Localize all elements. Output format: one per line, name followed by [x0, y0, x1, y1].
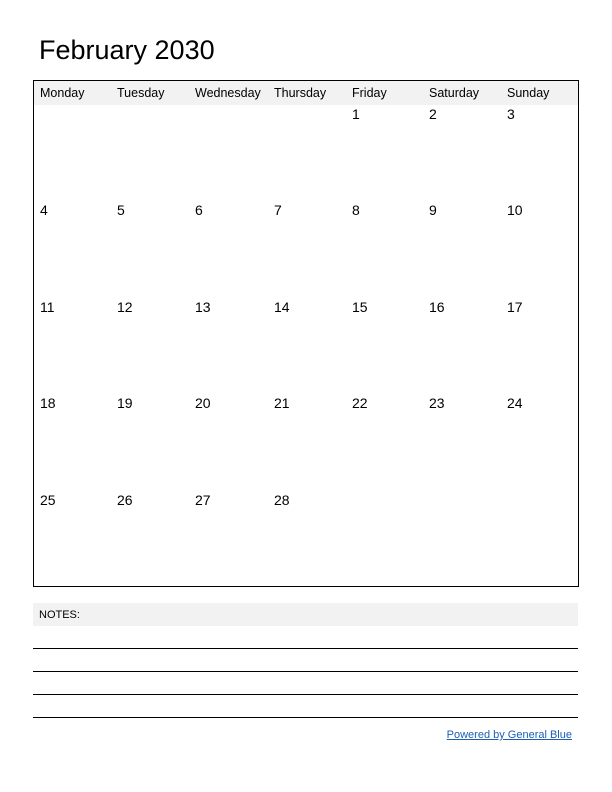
- date-cell: 11: [40, 299, 55, 315]
- date-cell: 18: [40, 395, 56, 411]
- date-cell: 22: [352, 395, 368, 411]
- notes-header: [33, 603, 578, 626]
- date-cell: 6: [195, 202, 203, 218]
- weekday-header-row: [34, 81, 578, 105]
- date-cell: 28: [274, 492, 290, 508]
- powered-by-link[interactable]: Powered by General Blue: [446, 729, 572, 741]
- weekday-saturday: Saturday: [429, 86, 480, 100]
- date-cell: 7: [274, 202, 282, 218]
- notes-line: [33, 694, 578, 695]
- date-cell: 24: [507, 395, 523, 411]
- weekday-friday: Friday: [352, 86, 387, 100]
- notes-line: [33, 648, 578, 649]
- date-cell: 13: [195, 299, 211, 315]
- date-cell: 26: [117, 492, 133, 508]
- date-cell: 15: [352, 299, 368, 315]
- date-cell: 23: [429, 395, 445, 411]
- weekday-monday: Monday: [40, 86, 85, 100]
- date-cell: 4: [40, 202, 48, 218]
- date-cell: 10: [507, 202, 523, 218]
- date-cell: 8: [352, 202, 360, 218]
- page-title: February 2030: [39, 35, 215, 65]
- date-cell: 9: [429, 202, 437, 218]
- notes-line: [33, 717, 578, 718]
- date-cell: 17: [507, 299, 523, 315]
- date-cell: 16: [429, 299, 445, 315]
- weekday-wednesday: Wednesday: [195, 86, 261, 100]
- weekday-thursday: Thursday: [274, 86, 327, 100]
- date-cell: 14: [274, 299, 290, 315]
- date-cell: 19: [117, 395, 133, 411]
- date-cell: 12: [117, 299, 133, 315]
- date-cell: 5: [117, 202, 125, 218]
- date-cell: 21: [274, 395, 290, 411]
- calendar-grid: [33, 80, 579, 587]
- date-cell: 27: [195, 492, 211, 508]
- date-cell: 1: [352, 106, 360, 122]
- notes-line: [33, 671, 578, 672]
- weekday-tuesday: Tuesday: [117, 86, 165, 100]
- date-cell: 3: [507, 106, 515, 122]
- notes-label: NOTES:: [39, 609, 80, 621]
- date-cell: 2: [429, 106, 437, 122]
- date-cell: 25: [40, 492, 56, 508]
- weekday-sunday: Sunday: [507, 86, 550, 100]
- date-cell: 20: [195, 395, 211, 411]
